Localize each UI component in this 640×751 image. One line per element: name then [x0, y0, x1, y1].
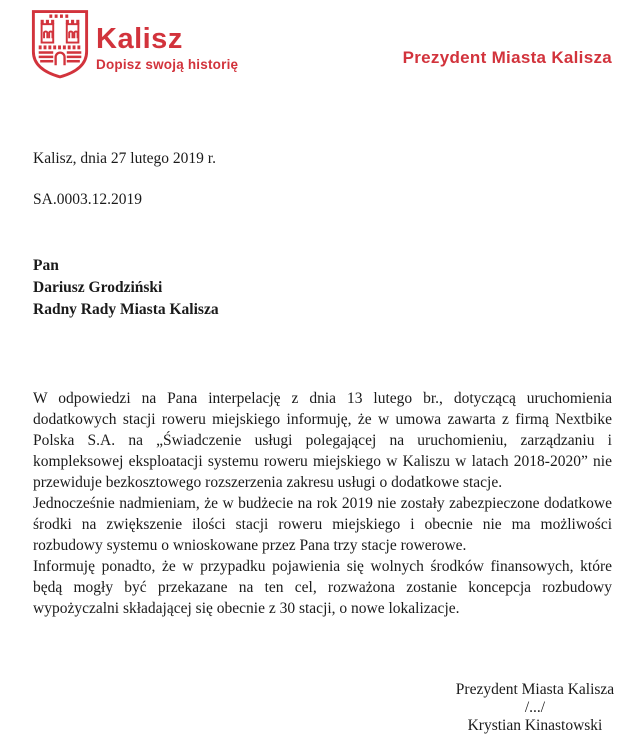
paragraph-1: W odpowiedzi na Pana interpelację z dnia 13 lutego br., dotyczącą uruchomienia dodatkowych stacji roweru miejskiego informuję, że w umowa zawarta z firmą Nextbike Polska S.A. na „Świadczenie usługi polegającej na uruchomieniu, zarządzaniu i kompleksowej eksploatacji systemu roweru miejskiego w Kaliszu w latach 2018-2020” nie przewiduje bezkosztowego rozszerzenia zakresu usługi o dodatkowe stacje.: [33, 390, 612, 491]
paragraph-3: Informuję ponadto, że w przypadku pojawienia się wolnych środków finansowych, które będą mogły być przekazane na ten cel, rozważona zostanie koncepcja rozbudowy wypożyczalni składającej się obecnie z 30 stacji, o nowe lokalizacje.: [33, 558, 612, 617]
recipient-title: Radny Rady Miasta Kalisza: [33, 301, 219, 318]
brand-name: Kalisz: [96, 23, 183, 55]
signature-block: [445, 681, 625, 735]
letter-body: [33, 388, 612, 619]
date-line: Kalisz, dnia 27 lutego 2019 r.: [33, 150, 216, 167]
letterhead: [0, 0, 640, 100]
brand-block: [96, 24, 238, 72]
recipient-block: [33, 255, 219, 321]
reference-number: SA.0003.12.2019: [33, 191, 142, 208]
recipient-salutation: Pan: [33, 257, 59, 274]
signature-name: Krystian Kinastowski: [467, 717, 603, 734]
brand-tagline: Dopisz swoją historię: [96, 57, 239, 72]
office-title: Prezydent Miasta Kalisza: [402, 48, 612, 67]
kalisz-coat-of-arms-icon: [30, 8, 90, 80]
paragraph-2: Jednocześnie nadmieniam, że w budżecie na rok 2019 nie zostały zabezpieczone dodatkowe środki na zwiększenie ilości stacji roweru miejskiego i obecnie nie ma możliwości rozbudowy systemu o wnioskowane przez Pana trzy stacje rowerowe.: [33, 495, 612, 554]
signature-placeholder: /.../: [524, 699, 546, 716]
signature-title: Prezydent Miasta Kalisza: [455, 681, 615, 698]
recipient-name: Dariusz Grodziński: [33, 279, 163, 296]
